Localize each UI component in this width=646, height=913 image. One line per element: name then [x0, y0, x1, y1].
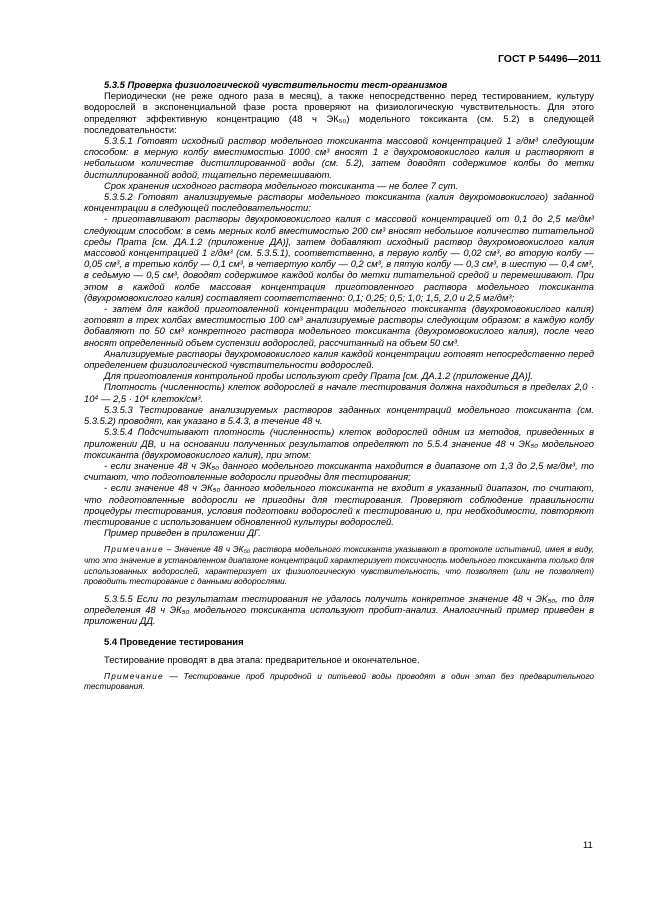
paragraph-storage: Срок хранения исходного раствора модельного токсиканта — не более 7 сут.: [104, 179, 459, 191]
paragraph-5-3-5-5: 5.3.5.5 Если по результатам тестирования не удалось получить конкретное значение 48 ч ЭК₅₀, то для определения 48 ч ЭК₅₀ модельного токсиканта используют пробит-анализ. Аналогичный пример приведен в приложении ДД.: [84, 592, 594, 627]
list-item-condition-fit: - если значение 48 ч ЭК₅₀ данного модельного токсиканта находится в диапазоне от 1,3 до 2,5 мг/дм³, то считают, что подготовленные водоросли пригодны для тестирования;: [84, 459, 594, 483]
paragraph-testing-stages: Тестирование проводят в два этапа: предварительное и окончательное.: [104, 653, 420, 665]
note-block-5-4: [84, 671, 594, 692]
note-text: – Значение 48 ч ЭК₅₀ раствора модельного токсиканта указывают в протоколе испытаний, имея в виду, что это значение в установленном диапазоне концентраций характеризует токсичность модельного токсиканта только для использованных водорослей, характеризует их физиологическую чувствительность, что позволяет (или не позволяет) проводить тестирование с данными водорослями.: [84, 544, 594, 587]
page-number: 11: [583, 839, 593, 850]
page-content: [84, 79, 594, 692]
paragraph-5-3-5-2: 5.3.5.2 Готовят анализируемые растворы модельного токсиканта (калия двухромовокислого) заданной концентрации в следующей последовательности:: [84, 191, 594, 214]
section-heading-5-3-5: 5.3.5 Проверка физиологической чувствительности тест-организмов: [104, 79, 448, 90]
paragraph-5-3-5-4: 5.3.5.4 Подсчитывают плотность (численность) клеток водорослей одним из методов, приведенных в приложении ДВ, и на основании полученных результатов определяют по 5.5.4 значение 48 ч ЭК₅₀ модельного токсиканта (двухромовокислого калия), при этом:: [84, 426, 594, 460]
paragraph-cell-density: Плотность (численность) клеток водорослей в начале тестирования должна находиться в пределах 2,0 · 10⁴ — 2,5 · 10⁴ клеток/см³.: [84, 381, 594, 404]
paragraph-5-3-5-3: 5.3.5.3 Тестирование анализируемых растворов заданных концентраций модельного токсиканта (см. 5.3.5.2) проводят, как указано в 5.4.3, в течение 48 ч.: [84, 403, 594, 427]
paragraph-5-3-5-1: 5.3.5.1 Готовят исходный раствор модельного токсиканта массовой концентрацией 1 г/дм³ следующим способом: в мерную колбу вместимостью 1000 см³ вносят 1 г двухромовокислого калия и растворяют в небольшом количестве дистиллированной воды (см. 5.2), затем доводят содержимое колбы до метки дистиллированной водой, тщательно перемешивают.: [84, 135, 594, 180]
note-block: [84, 544, 594, 586]
paragraph: Периодически (не реже одного раза в месяц), а также непосредственно перед тестированием, культуру водорослей в экспоненциальной фазе роста проверяют на физиологическую чувствительность. Для этого определяют эффективную концентрацию (48 ч ЭК₅₀) модельного токсиканта (см. 5.2) в следующей последовательности:: [84, 90, 594, 135]
list-item-prepare-flasks: - затем для каждой приготовленной концентрации модельного токсиканта (двухромовокислого калия) готовят в трех колбах вместимостью 100 см³ анализируемые растворы следующим образом: в каждую колбу добавляют по 50 см³ конкретного раствора модельного токсиканта (двухромовокислого калия), после чего вносят определенный объем суспензии водорослей, рассчитанный на объем 50 см³.: [84, 303, 594, 348]
note-label: Примечание: [104, 544, 164, 555]
list-item-condition-unfit: - если значение 48 ч ЭК₅₀ данного модельного токсиканта не входит в указанный диапазон, то считают, что подготовленные водоросли не пригодны для тестирования. Проверяют соблюдение правильности процедуры тестирования, условия подготовки водорослей к тестированию и, при необходимости, повторяют тестирование с использованием обновленной культуры водорослей.: [84, 482, 594, 527]
standard-number: ГОСТ Р 54496—2011: [497, 53, 601, 65]
paragraph-prepare-before: Анализируемые растворы двухромовокислого калия каждой концентрации готовят непосредственно перед определением физиологической чувствительности водорослей.: [84, 347, 594, 371]
section-heading-5-4: 5.4 Проведение тестирования: [104, 636, 244, 648]
note-label: Примечание: [104, 670, 164, 681]
paragraph-example: Пример приведен в приложении ДГ.: [104, 527, 261, 539]
note-text: — Тестирование проб природной и питьевой воды проводят в один этап без предварительного тестирования.: [84, 670, 594, 692]
paragraph-control-sample: Для приготовления контрольной пробы используют среду Прата [см. ДА.1.2 (приложение ДА)].: [104, 370, 533, 382]
list-item-prepare-solutions: - приготавливают растворы двухромовокислого калия с массовой концентрацией от 0,1 до 2,5 мг/дм³ следующим способом: в семь мерных колб вместимостью 200 см³ вносят небольшое количество питательной среды Прата [см. ДА.1.2 (приложение ДА)], затем добавляют исходный раствор двухромовокислого калия массовой концентрацией 1 г/дм³ (см. 5.3.5.1), соответственно, в первую колбу — 0,02 см³, во вторую колбу — 0,05 см³, в третью колбу — 0,1 см³, в четвертую колбу — 0,2 см³, в пятую колбу — 0,3 см³, в шестую — 0,4 см³, в седьмую — 0,5 см³, доводят содержимое каждой колбы до метки питательной средой и перемешивают. При этом в каждой колбе массовая концентрация приготовленного раствора модельного токсиканта (двухромовокислого калия) составляет соответственно: 0,1; 0,25; 0,5; 1,0; 1,5, 2,0 и 2,5 мг/дм³;: [84, 213, 594, 303]
